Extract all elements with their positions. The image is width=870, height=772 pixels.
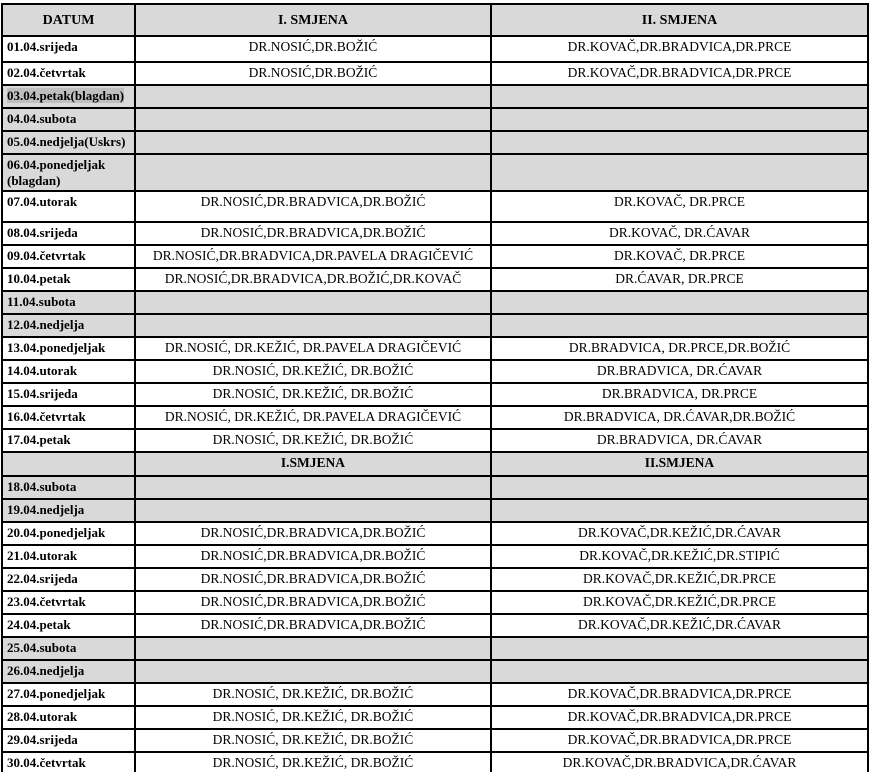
shift1-cell: DR.NOSIĆ, DR.KEŽIĆ, DR.BOŽIĆ <box>135 706 491 729</box>
table-row <box>2 545 868 568</box>
shift2-cell <box>491 291 868 314</box>
date-cell <box>2 268 135 291</box>
date-cell <box>2 614 135 637</box>
date-label: 14.04.utorak <box>7 363 78 378</box>
table-row <box>2 108 868 131</box>
date-label: 27.04.ponedjeljak <box>7 686 106 701</box>
shift-schedule-table <box>1 3 869 772</box>
shift1-cell <box>135 637 491 660</box>
shift1-cell: DR.NOSIĆ,DR.BOŽIĆ <box>135 62 491 85</box>
date-cell <box>2 429 135 452</box>
shift1-subheader-cell: I.SMJENA <box>135 452 491 476</box>
date-cell <box>2 85 135 108</box>
shift1-cell: DR.NOSIĆ, DR.KEŽIĆ, DR.BOŽIĆ <box>135 383 491 406</box>
table-row <box>2 360 868 383</box>
date-cell <box>2 499 135 522</box>
date-label: 10.04.petak <box>7 271 71 286</box>
date-label: 06.04.ponedjeljak (blagdan) <box>7 157 106 188</box>
date-label: 02.04.četvrtak <box>7 65 86 80</box>
shift1-cell <box>135 108 491 131</box>
date-cell <box>2 154 135 191</box>
shift2-cell: DR.KOVAČ,DR.KEŽIĆ,DR.PRCE <box>491 591 868 614</box>
table-row <box>2 406 868 429</box>
shift2-cell: DR.KOVAČ,DR.KEŽIĆ,DR.ĆAVAR <box>491 522 868 545</box>
date-label: 01.04.srijeda <box>7 39 78 54</box>
date-label: 11.04.subota <box>7 294 76 309</box>
table-row <box>2 591 868 614</box>
subheader-row <box>2 452 868 476</box>
date-cell <box>2 383 135 406</box>
date-cell <box>2 222 135 245</box>
shift2-cell: DR.KOVAČ,DR.BRADVICA,DR.PRCE <box>491 36 868 62</box>
table-row <box>2 614 868 637</box>
schedule-body <box>2 36 868 772</box>
table-row <box>2 268 868 291</box>
shift1-cell <box>135 154 491 191</box>
shift1-cell: DR.NOSIĆ, DR.KEŽIĆ, DR.BOŽIĆ <box>135 360 491 383</box>
table-row <box>2 568 868 591</box>
shift2-cell: DR.BRADVICA, DR.ĆAVAR <box>491 429 868 452</box>
shift2-cell: DR.BRADVICA, DR.PRCE,DR.BOŽIĆ <box>491 337 868 360</box>
date-label: 23.04.četvrtak <box>7 594 86 609</box>
shift2-cell: DR.KOVAČ,DR.BRADVICA,DR.PRCE <box>491 683 868 706</box>
date-label: 29.04.srijeda <box>7 732 78 747</box>
shift1-cell: DR.NOSIĆ, DR.KEŽIĆ, DR.BOŽIĆ <box>135 429 491 452</box>
date-cell <box>2 683 135 706</box>
shift1-cell: DR.NOSIĆ,DR.BRADVICA,DR.BOŽIĆ <box>135 545 491 568</box>
shift2-cell: DR.KOVAČ, DR.ĆAVAR <box>491 222 868 245</box>
date-cell <box>2 191 135 222</box>
date-label: 07.04.utorak <box>7 194 78 209</box>
shift2-cell <box>491 131 868 154</box>
shift1-cell <box>135 314 491 337</box>
subheader-empty-cell <box>2 452 135 476</box>
date-cell <box>2 476 135 499</box>
date-label: 22.04.srijeda <box>7 571 78 586</box>
shift2-cell: DR.BRADVICA, DR.PRCE <box>491 383 868 406</box>
shift2-cell: DR.ĆAVAR, DR.PRCE <box>491 268 868 291</box>
table-row <box>2 291 868 314</box>
shift1-cell: DR.NOSIĆ,DR.BRADVICA,DR.BOŽIĆ,DR.KOVAČ <box>135 268 491 291</box>
date-cell <box>2 522 135 545</box>
shift2-cell: DR.KOVAČ,DR.BRADVICA,DR.PRCE <box>491 729 868 752</box>
shift1-cell: DR.NOSIĆ,DR.BRADVICA,DR.BOŽIĆ <box>135 191 491 222</box>
date-cell <box>2 729 135 752</box>
shift1-cell: DR.NOSIĆ, DR.KEŽIĆ, DR.PAVELA DRAGIČEVIĆ <box>135 337 491 360</box>
date-label: 03.04.petak(blagdan) <box>7 88 125 103</box>
shift1-cell: DR.NOSIĆ, DR.KEŽIĆ, DR.PAVELA DRAGIČEVIĆ <box>135 406 491 429</box>
shift1-cell <box>135 660 491 683</box>
date-cell <box>2 291 135 314</box>
date-label: 17.04.petak <box>7 432 71 447</box>
shift1-cell: DR.NOSIĆ, DR.KEŽIĆ, DR.BOŽIĆ <box>135 729 491 752</box>
table-row <box>2 36 868 62</box>
shift1-cell <box>135 476 491 499</box>
date-label: 04.04.subota <box>7 111 77 126</box>
shift1-cell <box>135 85 491 108</box>
shift2-cell <box>491 154 868 191</box>
table-row <box>2 337 868 360</box>
header-cell-shift2: II. SMJENA <box>491 4 868 36</box>
shift1-cell: DR.NOSIĆ,DR.BRADVICA,DR.BOŽIĆ <box>135 522 491 545</box>
date-cell <box>2 568 135 591</box>
shift2-cell <box>491 499 868 522</box>
table-row <box>2 706 868 729</box>
table-row <box>2 191 868 222</box>
table-row <box>2 522 868 545</box>
date-cell <box>2 660 135 683</box>
table-row <box>2 752 868 772</box>
date-cell <box>2 406 135 429</box>
table-row <box>2 245 868 268</box>
shift2-cell <box>491 660 868 683</box>
shift2-cell: DR.KOVAČ,DR.KEŽIĆ,DR.STIPIĆ <box>491 545 868 568</box>
date-cell <box>2 36 135 62</box>
date-label: 05.04.nedjelja(Uskrs) <box>7 134 126 149</box>
date-label: 08.04.srijeda <box>7 225 78 240</box>
table-row <box>2 154 868 191</box>
shift2-cell <box>491 85 868 108</box>
date-label: 28.04.utorak <box>7 709 78 724</box>
shift2-cell: DR.BRADVICA, DR.ĆAVAR <box>491 360 868 383</box>
shift1-cell <box>135 131 491 154</box>
table-row <box>2 222 868 245</box>
table-row <box>2 85 868 108</box>
date-cell <box>2 131 135 154</box>
date-label: 26.04.nedjelja <box>7 663 85 678</box>
shift2-cell: DR.KOVAČ,DR.KEŽIĆ,DR.PRCE <box>491 568 868 591</box>
shift2-cell <box>491 108 868 131</box>
date-cell <box>2 62 135 85</box>
shift1-cell: DR.NOSIĆ,DR.BRADVICA,DR.BOŽIĆ <box>135 568 491 591</box>
date-label: 15.04.srijeda <box>7 386 78 401</box>
date-label: 24.04.petak <box>7 617 71 632</box>
table-row <box>2 62 868 85</box>
shift2-cell: DR.BRADVICA, DR.ĆAVAR,DR.BOŽIĆ <box>491 406 868 429</box>
schedule-header <box>2 4 868 36</box>
shift1-cell: DR.NOSIĆ,DR.BRADVICA,DR.PAVELA DRAGIČEVIĆ <box>135 245 491 268</box>
date-label: 21.04.utorak <box>7 548 78 563</box>
header-row <box>2 4 868 36</box>
date-label: 30.04.četvrtak <box>7 755 86 770</box>
shift1-cell: DR.NOSIĆ,DR.BRADVICA,DR.BOŽIĆ <box>135 591 491 614</box>
date-cell <box>2 637 135 660</box>
date-cell <box>2 360 135 383</box>
date-cell <box>2 545 135 568</box>
date-label: 20.04.ponedjeljak <box>7 525 106 540</box>
shift1-cell: DR.NOSIĆ, DR.KEŽIĆ, DR.BOŽIĆ <box>135 683 491 706</box>
table-row <box>2 660 868 683</box>
date-cell <box>2 245 135 268</box>
date-label: 16.04.četvrtak <box>7 409 86 424</box>
date-cell <box>2 706 135 729</box>
shift2-cell: DR.KOVAČ,DR.BRADVICA,DR.PRCE <box>491 706 868 729</box>
table-row <box>2 314 868 337</box>
date-label: 09.04.četvrtak <box>7 248 86 263</box>
date-cell <box>2 752 135 772</box>
table-row <box>2 383 868 406</box>
date-cell <box>2 108 135 131</box>
table-row <box>2 476 868 499</box>
date-label: 19.04.nedjelja <box>7 502 85 517</box>
shift2-subheader-cell: II.SMJENA <box>491 452 868 476</box>
shift2-cell: DR.KOVAČ,DR.BRADVICA,DR.PRCE <box>491 62 868 85</box>
table-row <box>2 429 868 452</box>
date-label: 13.04.ponedjeljak <box>7 340 106 355</box>
shift1-cell <box>135 499 491 522</box>
table-row <box>2 637 868 660</box>
shift1-cell: DR.NOSIĆ, DR.KEŽIĆ, DR.BOŽIĆ <box>135 752 491 772</box>
header-cell-shift1: I. SMJENA <box>135 4 491 36</box>
date-cell <box>2 591 135 614</box>
shift1-cell: DR.NOSIĆ,DR.BOŽIĆ <box>135 36 491 62</box>
shift2-cell: DR.KOVAČ, DR.PRCE <box>491 245 868 268</box>
table-row <box>2 683 868 706</box>
date-cell <box>2 314 135 337</box>
date-cell <box>2 337 135 360</box>
shift2-cell: DR.KOVAČ,DR.KEŽIĆ,DR.ĆAVAR <box>491 614 868 637</box>
shift2-cell: DR.KOVAČ,DR.BRADVICA,DR.ĆAVAR <box>491 752 868 772</box>
table-row <box>2 729 868 752</box>
shift1-cell: DR.NOSIĆ,DR.BRADVICA,DR.BOŽIĆ <box>135 222 491 245</box>
shift2-cell <box>491 314 868 337</box>
table-row <box>2 131 868 154</box>
date-label: 12.04.nedjelja <box>7 317 85 332</box>
table-row <box>2 499 868 522</box>
shift2-cell <box>491 637 868 660</box>
shift1-cell: DR.NOSIĆ,DR.BRADVICA,DR.BOŽIĆ <box>135 614 491 637</box>
date-label: 18.04.subota <box>7 479 77 494</box>
date-label: 25.04.subota <box>7 640 77 655</box>
shift2-cell <box>491 476 868 499</box>
shift2-cell: DR.KOVAČ, DR.PRCE <box>491 191 868 222</box>
shift1-cell <box>135 291 491 314</box>
header-cell-datum: DATUM <box>2 4 135 36</box>
